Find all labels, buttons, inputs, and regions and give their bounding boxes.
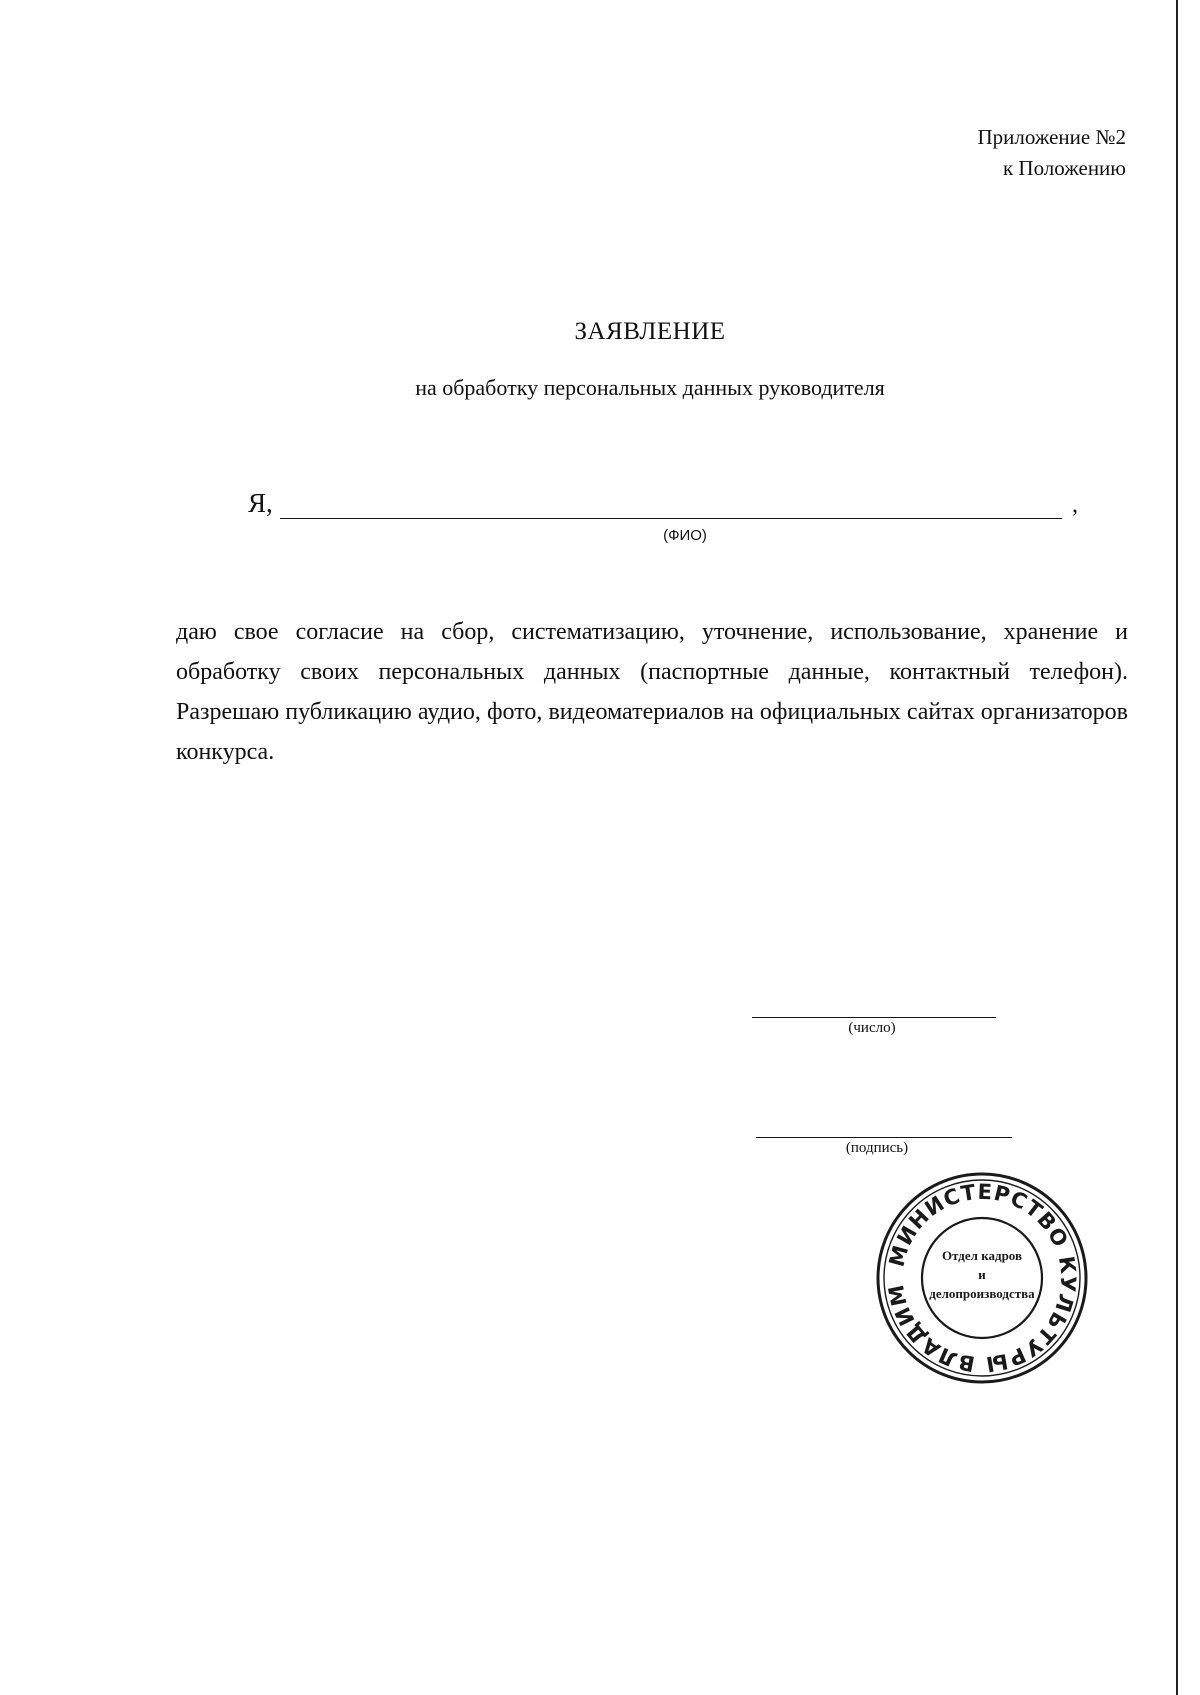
document-subtitle: на обработку персональных данных руководителя (415, 375, 885, 400)
signature-field[interactable] (756, 1137, 1012, 1138)
fio-field[interactable] (280, 518, 1062, 519)
fio-row (248, 488, 1088, 528)
appendix-line-1: Приложение №2 (977, 125, 1126, 149)
stamp-inner-line-1: Отдел кадров (941, 1248, 1023, 1263)
stamp-inner-line-2: и (978, 1267, 986, 1282)
stamp-ring-text: МИНИСТЕРСТВО КУЛЬТУРЫ ВЛАДИМ (883, 1179, 1081, 1377)
fio-comma: , (1072, 492, 1078, 518)
page-edge (1176, 0, 1178, 1695)
signature-caption: (подпись) (845, 1140, 909, 1156)
document-title: ЗАЯВЛЕНИЕ (574, 318, 726, 345)
stamp-inner-line-3: делопроизводства (929, 1286, 1035, 1301)
official-stamp (872, 1168, 1092, 1388)
appendix-note (978, 122, 1127, 184)
fio-caption: (ФИО) (663, 527, 707, 544)
appendix-line-2: к Положению (1002, 156, 1126, 180)
fio-prefix: Я, (248, 488, 273, 518)
stamp-seal-icon (872, 1168, 1092, 1388)
date-field[interactable] (752, 1017, 996, 1018)
date-caption: (число) (848, 1020, 896, 1036)
consent-paragraph: даю свое согласие на сбор, систематизацию, уточнение, использование, хранение и обработку своих персональных данных (паспортные данные, контактный телефон). Разрешаю публикацию аудио, фото, видеоматериалов на официальных сайтах организаторов конкурса. (176, 619, 1128, 765)
